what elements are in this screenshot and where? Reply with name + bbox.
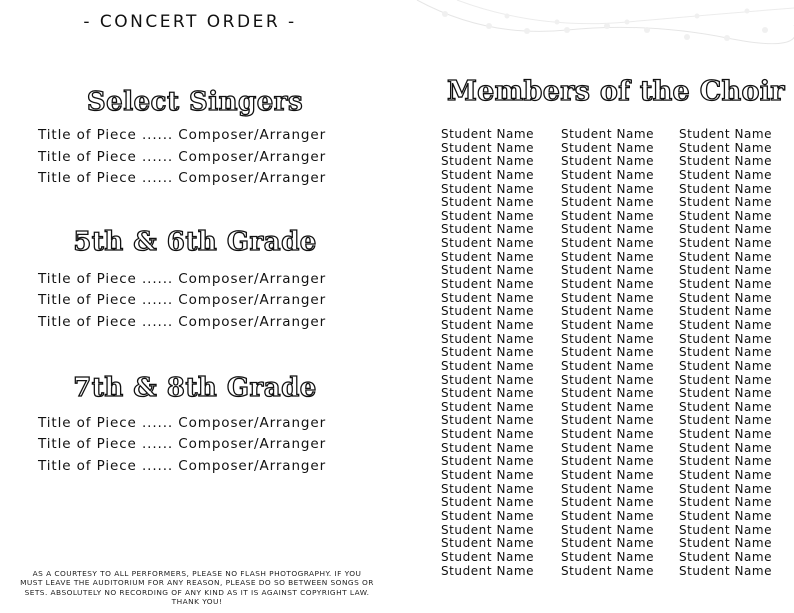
- student-name: Student Name: [679, 399, 773, 414]
- student-name: Student Name: [441, 563, 535, 578]
- student-name: Student Name: [679, 454, 773, 469]
- student-name: Student Name: [679, 522, 773, 537]
- student-name: Student Name: [441, 263, 535, 278]
- student-name: Student Name: [679, 304, 773, 319]
- student-column-2: [561, 128, 671, 578]
- student-name: Student Name: [441, 304, 535, 319]
- courtesy-line: SETS. ABSOLUTELY NO RECORDING OF ANY KIND AS IT IS AGAINST COPYRIGHT LAW.: [24, 587, 370, 597]
- student-name: Student Name: [679, 154, 773, 169]
- student-name: Student Name: [679, 167, 773, 182]
- student-name: Student Name: [679, 290, 773, 305]
- student-name: Student Name: [561, 468, 655, 483]
- student-name: Student Name: [679, 140, 773, 155]
- student-name: Student Name: [441, 536, 535, 551]
- student-column-3: [679, 128, 789, 578]
- student-name: Student Name: [441, 236, 535, 251]
- student-name: Student Name: [561, 495, 655, 510]
- student-name: Student Name: [679, 277, 773, 292]
- student-name: Student Name: [441, 440, 535, 455]
- student-name: Student Name: [441, 249, 535, 264]
- student-name: Student Name: [561, 454, 655, 469]
- courtesy-notice: [0, 569, 394, 607]
- student-name: Student Name: [561, 317, 655, 332]
- piece-line: Title of Piece ...... Composer/Arranger: [38, 149, 327, 165]
- student-name: Student Name: [679, 468, 773, 483]
- student-name: Student Name: [441, 277, 535, 292]
- student-name: Student Name: [561, 195, 655, 210]
- student-name: Student Name: [441, 386, 535, 401]
- student-name: Student Name: [561, 508, 655, 523]
- student-name: Student Name: [441, 372, 535, 387]
- student-name: Student Name: [561, 263, 655, 278]
- piece-line: Title of Piece ...... Composer/Arranger: [38, 127, 327, 143]
- student-name: Student Name: [679, 495, 773, 510]
- student-name: Student Name: [561, 331, 655, 346]
- piece-line: Title of Piece ...... Composer/Arranger: [38, 271, 327, 287]
- student-name: Student Name: [561, 140, 655, 155]
- student-name: Student Name: [441, 549, 535, 564]
- student-name: Student Name: [561, 249, 655, 264]
- section-title-5th-6th-grade: 5th & 6th Grade: [73, 227, 317, 257]
- student-name: Student Name: [679, 222, 773, 237]
- student-name: Student Name: [679, 331, 773, 346]
- student-name: Student Name: [679, 236, 773, 251]
- student-name: Student Name: [679, 345, 773, 360]
- student-name: Student Name: [679, 563, 773, 578]
- student-name: Student Name: [561, 372, 655, 387]
- student-name: Student Name: [561, 222, 655, 237]
- student-name: Student Name: [441, 454, 535, 469]
- student-name: Student Name: [561, 290, 655, 305]
- student-name: Student Name: [441, 427, 535, 442]
- courtesy-line: THANK YOU!: [171, 597, 223, 607]
- student-name: Student Name: [679, 549, 773, 564]
- student-name: Student Name: [679, 317, 773, 332]
- student-name: Student Name: [561, 304, 655, 319]
- student-name: Student Name: [441, 222, 535, 237]
- student-name: Student Name: [679, 508, 773, 523]
- student-name: Student Name: [441, 167, 535, 182]
- student-name: Student Name: [679, 195, 773, 210]
- student-name: Student Name: [561, 522, 655, 537]
- student-name: Student Name: [441, 508, 535, 523]
- student-name: Student Name: [561, 386, 655, 401]
- section-title-select-singers: Select Singers: [86, 87, 304, 117]
- student-name: Student Name: [561, 440, 655, 455]
- student-name: Student Name: [561, 181, 655, 196]
- student-name: Student Name: [679, 481, 773, 496]
- student-name: Student Name: [441, 290, 535, 305]
- student-name: Student Name: [441, 127, 535, 141]
- piece-line: Title of Piece ...... Composer/Arranger: [38, 458, 327, 474]
- student-name: Student Name: [561, 358, 655, 373]
- student-name: Student Name: [441, 413, 535, 428]
- student-name: Student Name: [679, 386, 773, 401]
- student-name: Student Name: [679, 413, 773, 428]
- piece-line: Title of Piece ...... Composer/Arranger: [38, 415, 327, 431]
- student-name: Student Name: [441, 140, 535, 155]
- student-name: Student Name: [679, 440, 773, 455]
- student-name: Student Name: [441, 195, 535, 210]
- student-name: Student Name: [441, 358, 535, 373]
- student-name: Student Name: [679, 358, 773, 373]
- piece-line: Title of Piece ...... Composer/Arranger: [38, 292, 327, 308]
- student-name: Student Name: [679, 127, 773, 141]
- student-name: Student Name: [561, 399, 655, 414]
- student-name: Student Name: [561, 536, 655, 551]
- student-name: Student Name: [679, 208, 773, 223]
- student-name: Student Name: [441, 522, 535, 537]
- choir-members-panel: [397, 0, 794, 613]
- student-name: Student Name: [561, 127, 655, 141]
- piece-line: Title of Piece ...... Composer/Arranger: [38, 314, 327, 330]
- student-name: Student Name: [441, 468, 535, 483]
- student-name: Student Name: [679, 181, 773, 196]
- student-name: Student Name: [561, 167, 655, 182]
- student-name: Student Name: [561, 345, 655, 360]
- concert-order-heading: - CONCERT ORDER -: [83, 12, 297, 32]
- piece-line: Title of Piece ...... Composer/Arranger: [38, 436, 327, 452]
- student-name: Student Name: [679, 263, 773, 278]
- student-name: Student Name: [441, 208, 535, 223]
- student-name: Student Name: [561, 481, 655, 496]
- student-name: Student Name: [561, 413, 655, 428]
- student-name: Student Name: [441, 345, 535, 360]
- courtesy-line: MUST LEAVE THE AUDITORIUM FOR ANY REASON, PLEASE DO SO BETWEEN SONGS OR: [20, 578, 374, 588]
- student-name: Student Name: [561, 208, 655, 223]
- student-name: Student Name: [561, 236, 655, 251]
- student-name: Student Name: [679, 427, 773, 442]
- student-name: Student Name: [441, 154, 535, 169]
- student-name: Student Name: [441, 331, 535, 346]
- student-column-1: [441, 128, 551, 578]
- student-name: Student Name: [561, 427, 655, 442]
- student-name: Student Name: [561, 277, 655, 292]
- student-name: Student Name: [441, 481, 535, 496]
- student-name: Student Name: [441, 317, 535, 332]
- student-name: Student Name: [679, 372, 773, 387]
- courtesy-line: AS A COURTESY TO ALL PERFORMERS, PLEASE NO FLASH PHOTOGRAPHY. IF YOU: [32, 569, 362, 578]
- student-name: Student Name: [441, 399, 535, 414]
- student-name: Student Name: [441, 181, 535, 196]
- student-name: Student Name: [561, 549, 655, 564]
- piece-line: Title of Piece ...... Composer/Arranger: [38, 170, 327, 186]
- student-name: Student Name: [679, 249, 773, 264]
- student-name: Student Name: [561, 154, 655, 169]
- student-name: Student Name: [679, 536, 773, 551]
- section-title-7th-8th-grade: 7th & 8th Grade: [73, 373, 317, 403]
- student-name: Student Name: [561, 563, 655, 578]
- choir-members-title: Members of the Choir: [447, 76, 785, 107]
- student-name: Student Name: [441, 495, 535, 510]
